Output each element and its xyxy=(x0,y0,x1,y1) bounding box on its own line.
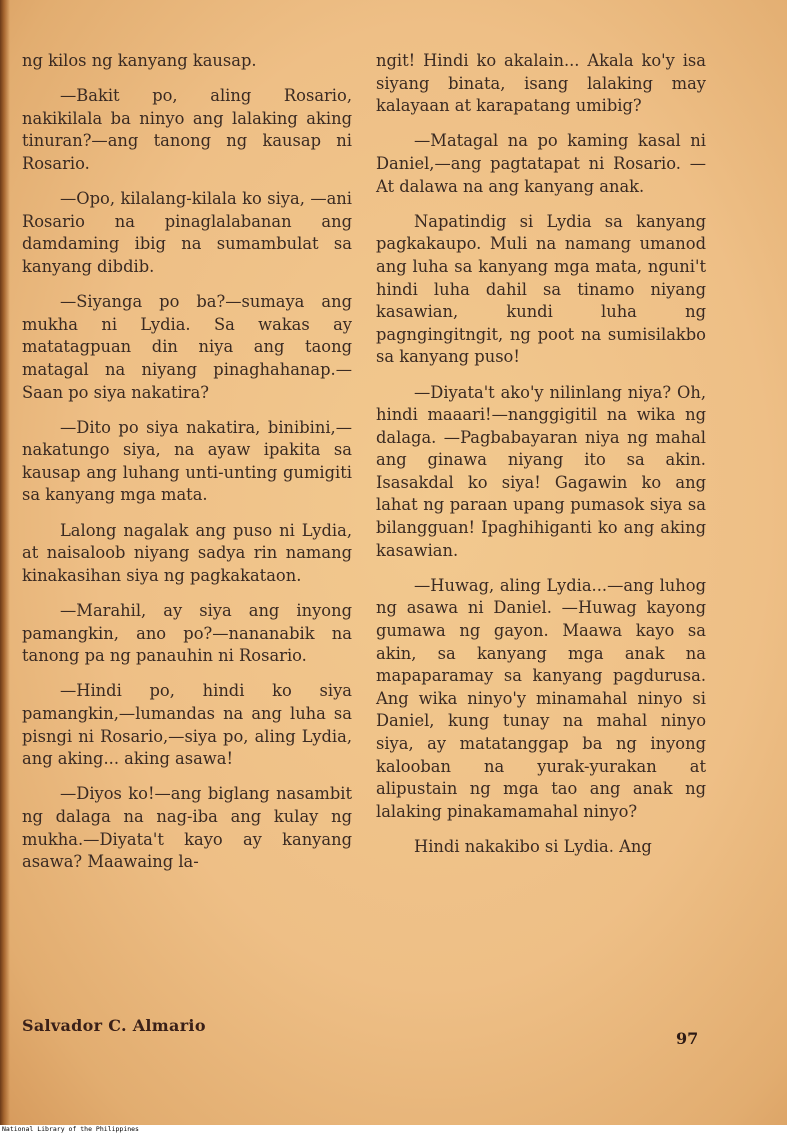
paragraph: ng kilos ng kanyang kausap. xyxy=(22,51,257,70)
left-text-column xyxy=(22,50,352,886)
right-text-column xyxy=(376,50,706,871)
paragraph: Napatindig si Lydia sa kanyang pagkakaupo. Muli na namang umanod ang luha sa kanyang mga mata, nguni't hindi luha dahil sa tinamo niyang kasawian, kundi luha ng pagngingitngit, ng poot na sumisilakbo sa kanyang puso! xyxy=(376,211,706,367)
paragraph: —Huwag, aling Lydia...—ang luhog ng asawa ni Daniel. —Huwag kayong gumawa ng gayon. Maawa kayo sa akin, sa kanyang mga anak na mapaparamay sa kanyang pagdurusa. Ang wika ninyo'y minamahal ninyo si Daniel, kung tunay na mahal ninyo siya, ay matatanggap ba ng inyong kalooban na yurak-yurakan at alipustain ng mga tao ang anak ng lalaking pinakamamahal ninyo? xyxy=(376,575,706,821)
page-number: 97 xyxy=(676,1029,699,1048)
paragraph: —Diyata't ako'y nilinlang niya? Oh, hindi maaari!—nanggigitil na wika ng dalaga. —Pagbabayaran niya ng mahal ang ginawa niyang ito sa akin. Isasakdal ko siya! Gagawin ko ang lahat ng paraan upang pumasok siya sa bilangguan! Ipaghihiganti ko ang aking kasawian. xyxy=(376,382,706,560)
page-binding-edge xyxy=(0,0,10,1125)
paragraph: —Opo, kilalang-kilala ko siya, —ani Rosario na pinaglalabanan ang damdaming ibig na sumambulat sa kanyang dibdib. xyxy=(22,189,352,276)
paragraph: —Marahil, ay siya ang inyong pamangkin, ano po?—nananabik na tanong pa ng panauhin ni Rosario. xyxy=(22,601,352,666)
library-credit: National Library of the Philippines xyxy=(2,1125,139,1133)
paragraph: —Bakit po, aling Rosario, nakikilala ba ninyo ang lalaking aking tinuran?—ang tanong ng kausap ni Rosario. xyxy=(22,86,352,173)
author-name: Salvador C. Almario xyxy=(22,1016,206,1035)
paragraph: —Diyos ko!—ang biglang nasambit ng dalaga na nag-iba ang kulay ng mukha.—Diyata't kayo ay kanyang asawa? Maawaing la- xyxy=(22,784,352,872)
paragraph: Lalong nagalak ang puso ni Lydia, at naisaloob niyang sadya rin namang kinakasihan siya ng pagkakataon. xyxy=(22,520,352,585)
paragraph: —Dito po siya nakatira, binibini,—nakatungo siya, na ayaw ipakita sa kausap ang luhang unti-unting gumigiti sa kanyang mga mata. xyxy=(22,417,352,505)
paragraph: ngit! Hindi ko akalain... Akala ko'y isa siyang binata, isang lalaking may kalayaan at karapatang umibig? xyxy=(376,51,706,116)
paragraph: —Matagal na po kaming kasal ni Daniel,—ang pagtatapat ni Rosario. —At dalawa na ang kanyang anak. xyxy=(376,131,706,196)
paragraph: —Hindi po, hindi ko siya pamangkin,—lumandas na ang luha sa pisngi ni Rosario,—siya po, aling Lydia, ang aking... aking asawa! xyxy=(22,681,352,769)
paragraph: Hindi nakakibo si Lydia. Ang xyxy=(414,836,652,856)
paragraph: —Siyanga po ba?—sumaya ang mukha ni Lydia. Sa wakas ay matatagpuan din niya ang taong matagal na niyang pinaghahanap.— Saan po siya nakatira? xyxy=(22,292,352,402)
